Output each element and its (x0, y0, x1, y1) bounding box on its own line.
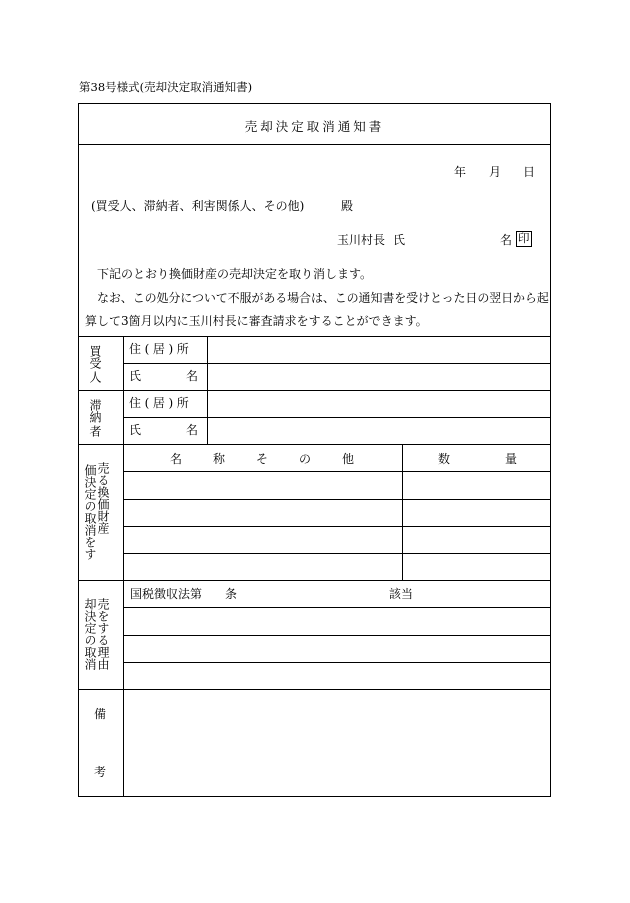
date-year: 年 (454, 165, 467, 179)
divider (79, 336, 550, 337)
sender-name-label-2: 名 (500, 233, 513, 247)
form-title: 売却決定取消通知書 (244, 119, 385, 134)
law-article: 条 (225, 587, 238, 601)
honorific: 殿 (341, 199, 354, 213)
divider (123, 662, 550, 663)
notice-form (78, 103, 573, 797)
law-prefix: 国税徴収法第 (130, 587, 203, 601)
divider (79, 580, 550, 581)
remarks-label-1: 備 (94, 707, 107, 721)
divider (123, 471, 550, 472)
divider (79, 144, 550, 145)
divider (123, 363, 550, 364)
divider (123, 336, 124, 796)
delinquent-name-label: 氏名 (129, 423, 244, 437)
divider (123, 635, 550, 636)
body-line-3: 算して3箇月以内に玉川村長に審査請求をすることができます。 (85, 314, 428, 328)
delinquent-label-col2: 者 (88, 425, 102, 437)
date-month: 月 (489, 165, 502, 179)
property-label-col1: 売る換価財産 (96, 462, 110, 534)
reason-label-col2: 却決定の取消 (83, 598, 97, 670)
divider (123, 607, 550, 608)
sender-name-label-1: 氏 (393, 233, 406, 247)
divider (79, 444, 550, 445)
law-applicable: 該当 (389, 587, 414, 601)
divider (123, 499, 550, 500)
buyer-address-label: 住(居)所 (129, 342, 193, 356)
property-qty-header: 数量 (438, 452, 573, 466)
property-label-col2: 価決定の取消をす (83, 464, 97, 560)
seal-mark: 印 (518, 231, 530, 245)
body-line-2: なお、この処分について不服がある場合は、この通知書を受けとった日の翌日から起 (97, 291, 549, 305)
reason-label-col1: 売をする理由 (96, 598, 110, 670)
buyer-label-col1: 買受 (88, 345, 102, 369)
divider (123, 417, 550, 418)
date-day: 日 (523, 165, 536, 179)
buyer-name-label: 氏名 (129, 369, 244, 383)
buyer-label-col2: 人 (88, 371, 102, 383)
divider (79, 689, 550, 690)
divider (79, 390, 550, 391)
body-line-1: 下記のとおり換価財産の売却決定を取り消します。 (97, 267, 373, 281)
divider (402, 444, 403, 580)
delinquent-address-label: 住(居)所 (129, 396, 193, 410)
sender-title: 玉川村長 (337, 233, 386, 247)
recipient-types: (買受人、滞納者、利害関係人、その他) (91, 199, 305, 213)
property-name-header: 名称その他 (170, 452, 386, 466)
delinquent-label-col1: 滞納 (88, 399, 102, 423)
divider (123, 553, 550, 554)
form-id: 第38号様式(売却決定取消通知書) (79, 80, 253, 94)
divider (123, 526, 550, 527)
remarks-label-2: 考 (94, 765, 107, 779)
